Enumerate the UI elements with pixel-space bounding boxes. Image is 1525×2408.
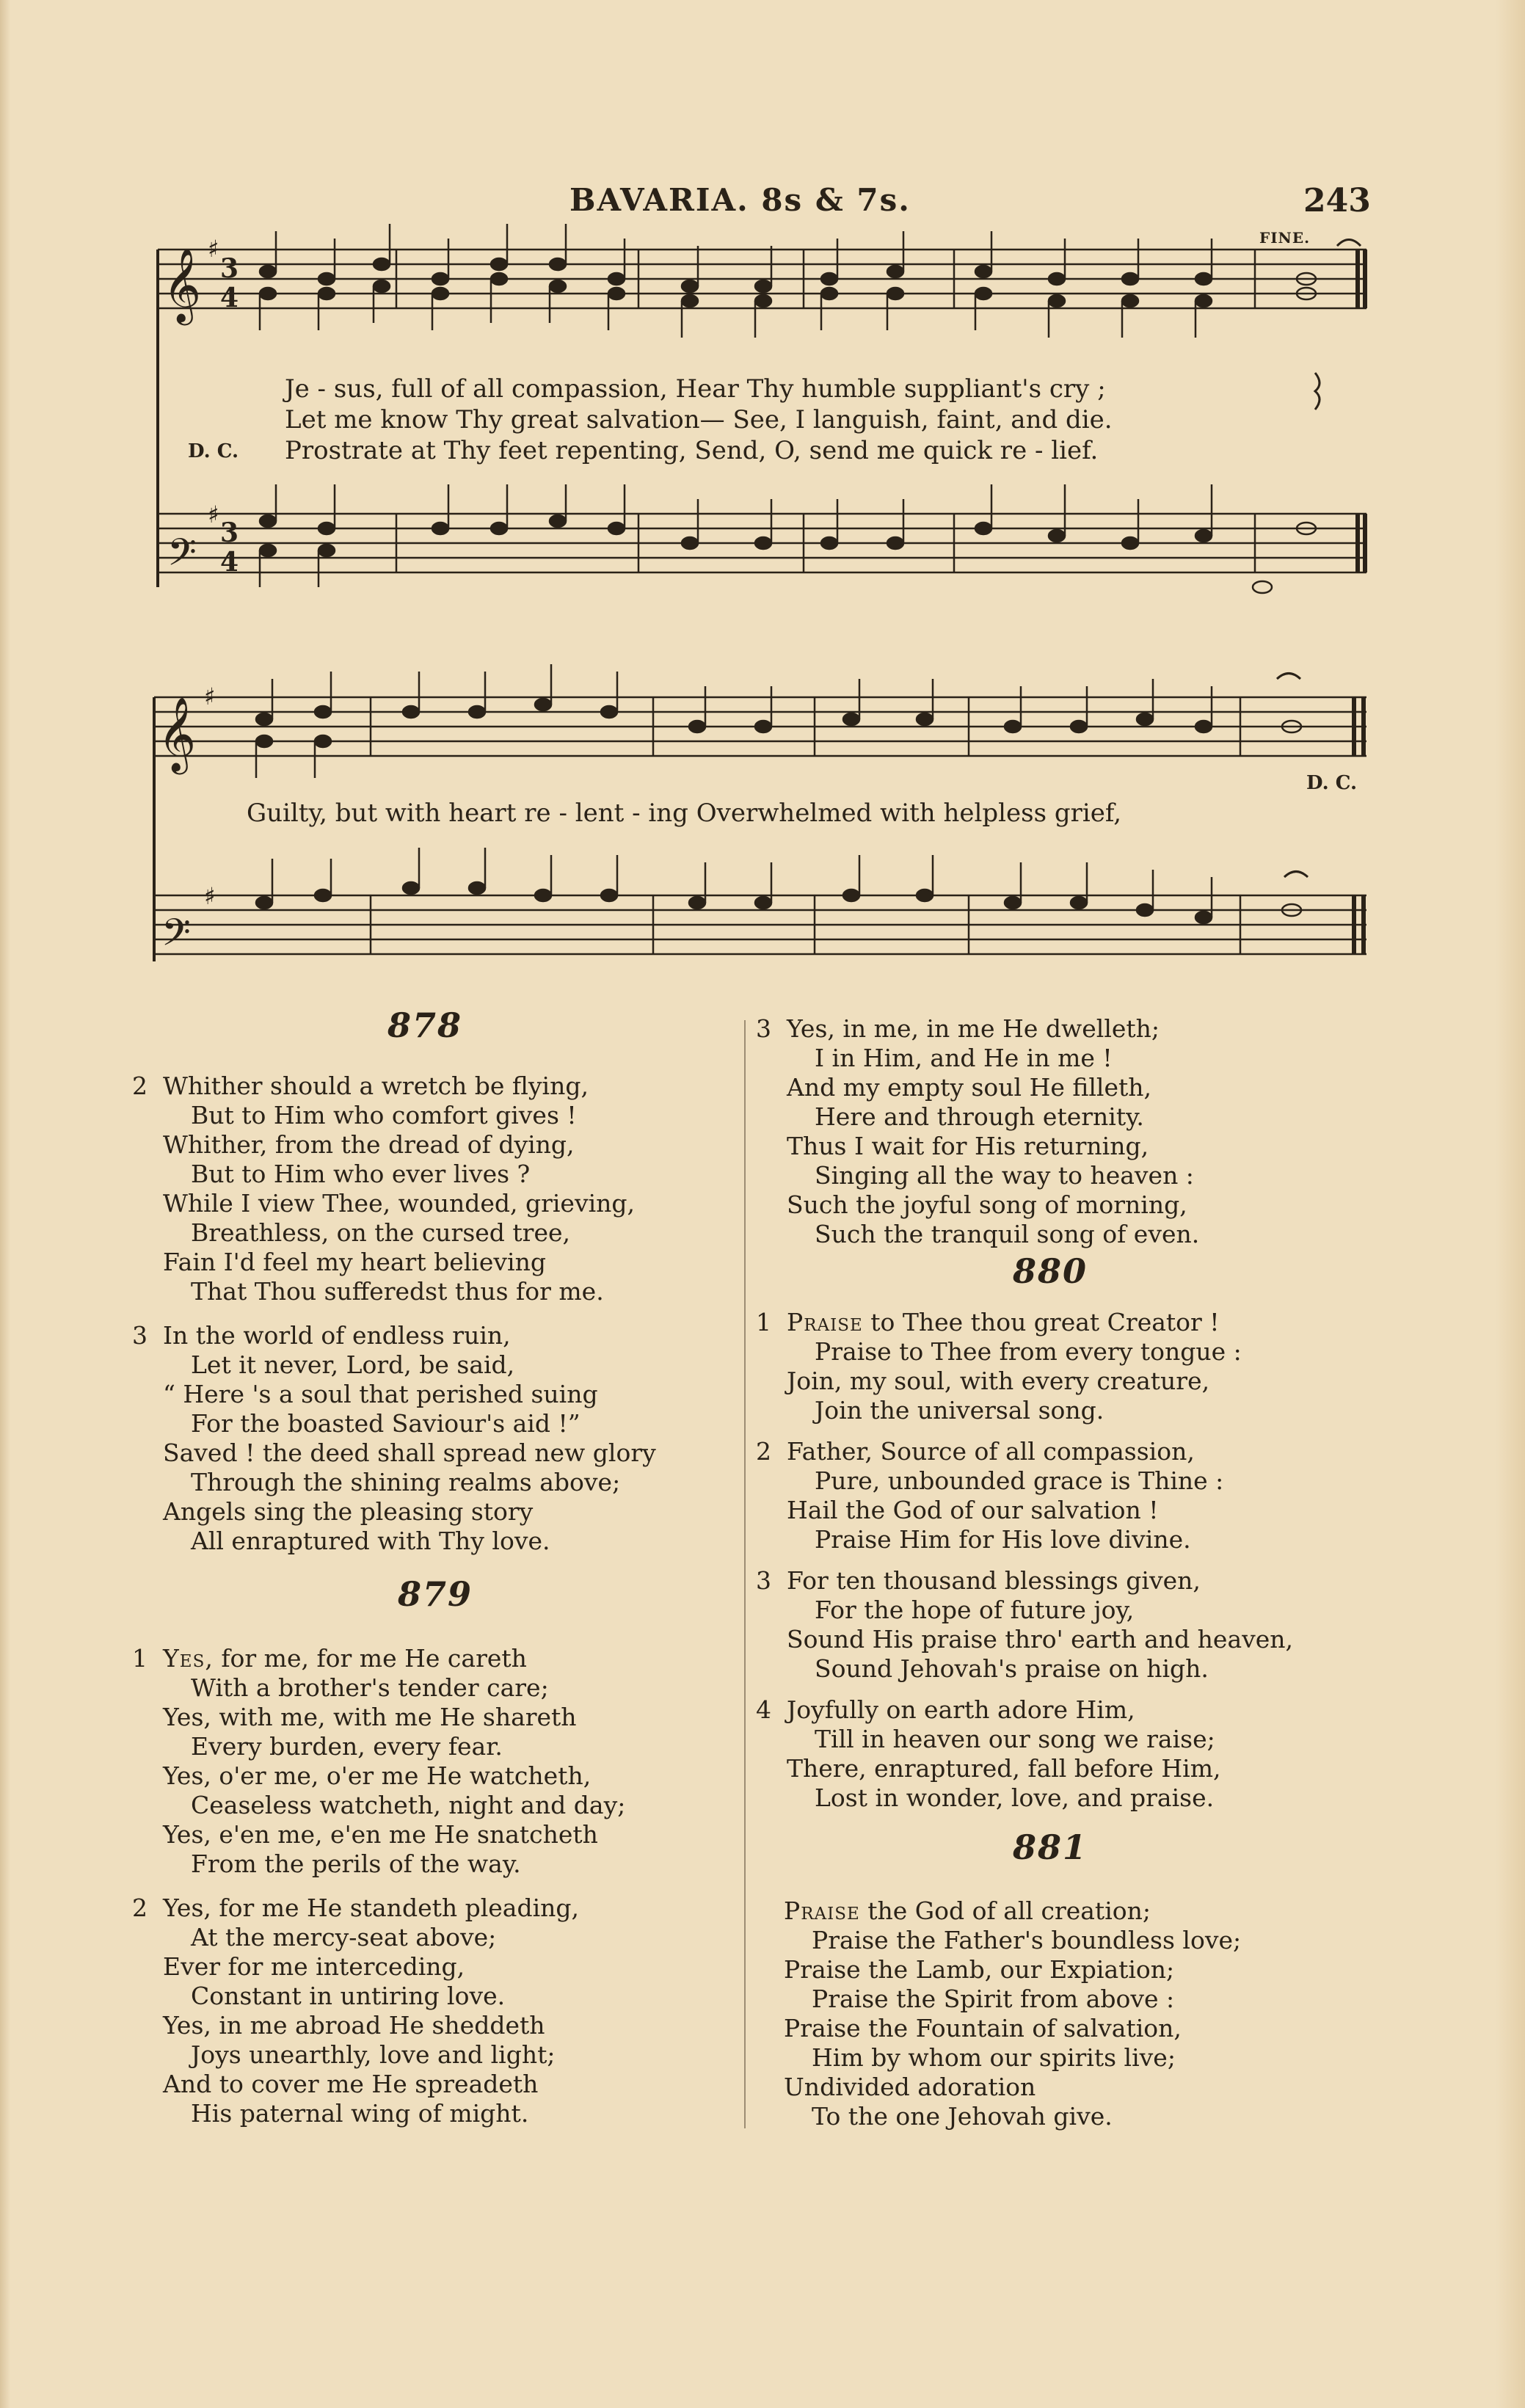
dc-end: D. C.: [1306, 772, 1358, 794]
lyric-line-2: Let me know Thy great salvation— See, I languish, faint, and die.: [285, 405, 1113, 434]
svg-text:4: 4: [220, 547, 239, 578]
verse-878-2: 2 Whither should a wretch be flying, But to Him who comfort gives ! Whither, from the dread of dying, But to Him who ever lives ? While I view Thee, wounded, grieving, Breathless, on the cursed tree, Fain I'd feel my heart believing That Thou sufferedst thus for me.: [132, 1072, 636, 1306]
tune-title: BAVARIA. 8s & 7s.: [569, 182, 911, 218]
music-score: [0, 0, 1525, 983]
verse-878-3: 3 In the world of endless ruin, Let it never, Lord, be said, “ Here 's a soul that perished suing For the boasted Saviour's aid !” Saved ! the deed shall spread new glory Through the shining realms above; Angels sing the pleasing story All enraptured with Thy love.: [132, 1321, 656, 1555]
verse-879-2: 2 Yes, for me He standeth pleading, At the mercy-seat above; Ever for me interceding, Constant in untiring love. Yes, in me abroad He sheddeth Joys unearthly, love and light; And to cover me He spreadeth His paternal wing of might.: [132, 1894, 580, 2128]
lyric-line-4: Guilty, but with heart re - lent - ing Overwhelmed with helpless grief,: [247, 799, 1122, 828]
lyric-line-1: Je - sus, full of all compassion, Hear Thy humble suppliant's cry ;: [285, 374, 1106, 404]
treble-clef-icon: 𝄞: [158, 696, 197, 771]
verse-880-2: 2 Father, Source of all compassion, Pure, unbounded grace is Thine : Hail the God of our salvation ! Praise Him for His love divine.: [756, 1437, 1224, 1554]
dc-prefix: D. C.: [188, 440, 239, 462]
notes-treble-1: [260, 224, 1316, 338]
fermata-icon: [1337, 240, 1361, 247]
svg-text:3: 3: [220, 517, 239, 548]
verse-880-4: 4 Joyfully on earth adore Him, Till in heaven our song we raise; There, enraptured, fall before Him, Lost in wonder, love, and praise.: [756, 1695, 1221, 1812]
fermata-icon: [1277, 674, 1300, 680]
verse-881: Praise the God of all creation; Praise the Father's boundless love; Praise the Lamb, our Expiation; Praise the Spirit from above : Praise the Fountain of salvation, Him by whom our spirits live; Undivided adoration To the one Jehovah give.: [784, 1896, 1242, 2131]
verse-879-3: 3 Yes, in me, in me He dwelleth; I in Him, and He in me ! And my empty soul He filleth, Here and through eternity. Thus I wait for His returning, Singing all the way to heaven : Such the joyful song of morning, Such the tranquil song of even.: [756, 1014, 1200, 1248]
notes-treble-2: [256, 664, 1301, 778]
bass-clef-icon: 𝄢: [161, 910, 191, 964]
column-divider: [744, 1020, 746, 2128]
verse-880-1: 1 Praise to Thee thou great Creator ! Praise to Thee from every tongue : Join, my soul, with every creature, Join the universal song.: [756, 1308, 1242, 1425]
svg-text:♯: ♯: [208, 501, 219, 528]
verse-880-3: 3 For ten thousand blessings given, For the hope of future joy, Sound His praise thro' earth and heaven, Sound Jehovah's praise on high.: [756, 1566, 1294, 1683]
svg-text:♯: ♯: [204, 882, 216, 910]
hymn-number-881: 881: [1013, 1827, 1088, 1867]
hymn-number-878: 878: [387, 1005, 463, 1045]
svg-text:3: 3: [220, 253, 239, 284]
svg-text:♯: ♯: [208, 235, 219, 263]
hymn-number-879: 879: [398, 1574, 473, 1614]
treble-clef-icon: 𝄞: [163, 247, 202, 322]
svg-text:4: 4: [220, 283, 239, 313]
bass-clef-icon: 𝄢: [167, 530, 197, 583]
fine-label: FINE.: [1259, 229, 1311, 247]
verse-879-1: 1 Yes, for me, for me He careth With a brother's tender care; Yes, with me, with me He shareth Every burden, every fear. Yes, o'er me, o'er me He watcheth, Ceaseless watcheth, night and day; Yes, e'en me, e'en me He snatcheth From the perils of the way.: [132, 1644, 626, 1878]
lyric-line-3: Prostrate at Thy feet repenting, Send, O, send me quick re - lief.: [285, 436, 1099, 465]
fermata-icon: [1284, 872, 1308, 878]
svg-text:♯: ♯: [204, 683, 216, 710]
hymn-number-880: 880: [1013, 1251, 1088, 1291]
brace-icon: [1315, 373, 1320, 410]
notes-bass-2: [256, 848, 1301, 923]
notes-bass-1: [260, 484, 1316, 593]
page-number: 243: [1303, 182, 1371, 219]
